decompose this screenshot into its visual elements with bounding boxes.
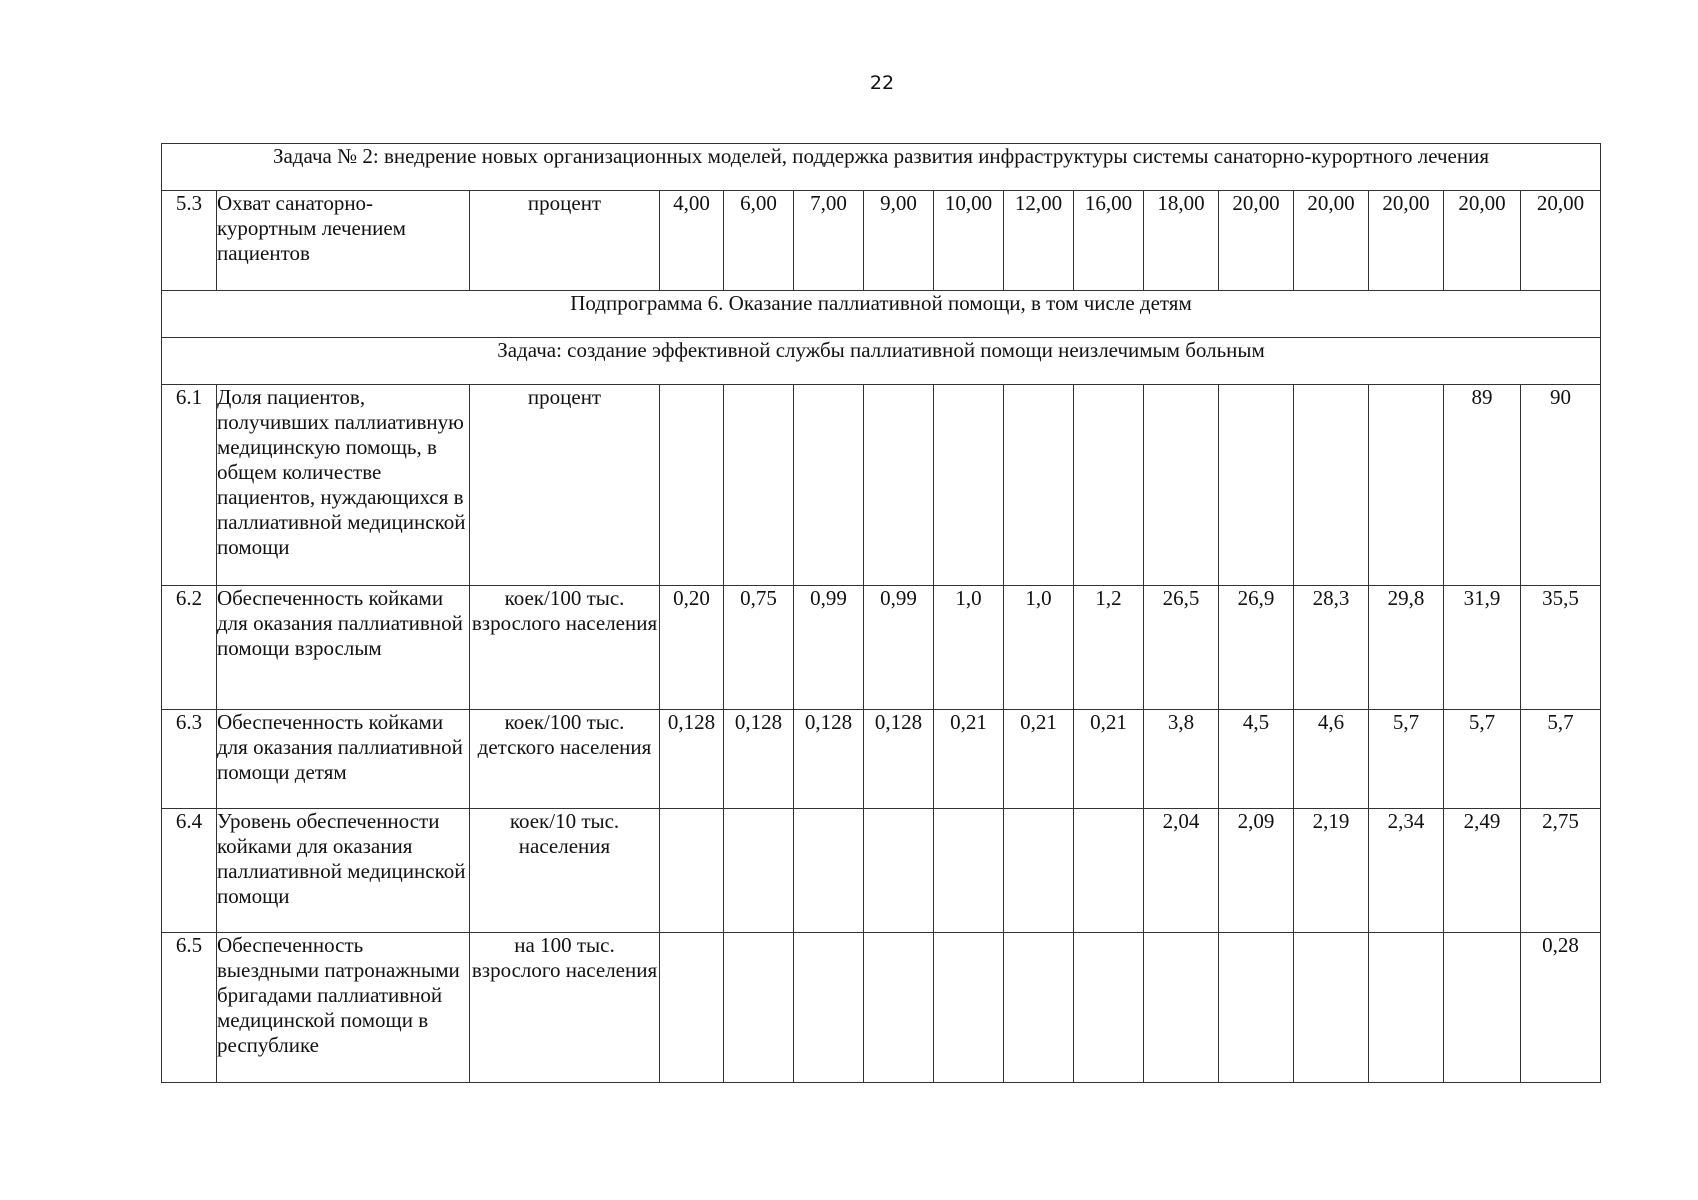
value-cell: 2,34: [1369, 809, 1444, 933]
value-cell: [794, 385, 864, 586]
value-cell: 2,04: [1144, 809, 1219, 933]
value-cell: 0,128: [864, 710, 934, 809]
value-cell: 0,20: [660, 586, 724, 710]
unit-cell: коек/100 тыс. взрослого населения: [470, 586, 660, 710]
value-cell: 0,128: [794, 710, 864, 809]
value-cell: [1074, 385, 1144, 586]
indicator-name: Уровень обеспеченности койками для оказания паллиативной медицинской помощи: [217, 809, 470, 933]
table-row: [162, 191, 1601, 291]
value-cell: [660, 933, 724, 1083]
value-cell: 0,75: [724, 586, 794, 710]
value-cell: [1444, 933, 1521, 1083]
value-cell: 2,09: [1219, 809, 1294, 933]
indicator-name: Обеспеченность выездными патронажными бригадами паллиативной медицинской помощи в республике: [217, 933, 470, 1083]
row-number: 6.5: [162, 933, 217, 1083]
value-cell: [1004, 809, 1074, 933]
value-cell: [934, 809, 1004, 933]
value-cell: 16,00: [1074, 191, 1144, 291]
page-number: 22: [869, 72, 895, 94]
value-cell: 0,21: [1004, 710, 1074, 809]
value-cell: 9,00: [864, 191, 934, 291]
value-cell: 7,00: [794, 191, 864, 291]
value-cell: [1294, 385, 1369, 586]
value-cell: 5,7: [1444, 710, 1521, 809]
value-cell: 18,00: [1144, 191, 1219, 291]
value-cell: 1,0: [1004, 586, 1074, 710]
value-cell: 31,9: [1444, 586, 1521, 710]
section-heading: Задача № 2: внедрение новых организационных моделей, поддержка развития инфраструктуры системы санаторно-курортного лечения: [162, 144, 1601, 191]
value-cell: [794, 809, 864, 933]
table-body: [162, 144, 1601, 1083]
value-cell: 5,7: [1369, 710, 1444, 809]
value-cell: 20,00: [1444, 191, 1521, 291]
value-cell: 2,19: [1294, 809, 1369, 933]
indicator-name: Доля пациентов, получивших паллиативную медицинскую помощь, в общем количестве пациентов, нуждающихся в паллиативной медицинской помощи: [217, 385, 470, 586]
value-cell: 1,2: [1074, 586, 1144, 710]
row-number: 5.3: [162, 191, 217, 291]
value-cell: 89: [1444, 385, 1521, 586]
indicator-name: Обеспеченность койками для оказания паллиативной помощи взрослым: [217, 586, 470, 710]
value-cell: [1219, 385, 1294, 586]
value-cell: 6,00: [724, 191, 794, 291]
value-cell: [794, 933, 864, 1083]
value-cell: 0,128: [660, 710, 724, 809]
value-cell: 2,75: [1521, 809, 1601, 933]
value-cell: 0,99: [794, 586, 864, 710]
value-cell: [724, 809, 794, 933]
value-cell: 0,99: [864, 586, 934, 710]
value-cell: 26,5: [1144, 586, 1219, 710]
value-cell: [1369, 933, 1444, 1083]
value-cell: 5,7: [1521, 710, 1601, 809]
value-cell: [1219, 933, 1294, 1083]
unit-cell: коек/100 тыс. детского населения: [470, 710, 660, 809]
value-cell: 20,00: [1521, 191, 1601, 291]
row-number: 6.1: [162, 385, 217, 586]
row-number: 6.4: [162, 809, 217, 933]
value-cell: [1074, 809, 1144, 933]
value-cell: 0,21: [1074, 710, 1144, 809]
value-cell: 10,00: [934, 191, 1004, 291]
unit-cell: процент: [470, 191, 660, 291]
unit-cell: коек/10 тыс. населения: [470, 809, 660, 933]
value-cell: 20,00: [1369, 191, 1444, 291]
value-cell: [1294, 933, 1369, 1083]
value-cell: [1074, 933, 1144, 1083]
value-cell: [724, 385, 794, 586]
value-cell: [864, 385, 934, 586]
section-row: [162, 338, 1601, 385]
value-cell: [934, 385, 1004, 586]
value-cell: 90: [1521, 385, 1601, 586]
value-cell: 26,9: [1219, 586, 1294, 710]
value-cell: 0,21: [934, 710, 1004, 809]
value-cell: [724, 933, 794, 1083]
value-cell: 29,8: [1369, 586, 1444, 710]
value-cell: [864, 809, 934, 933]
value-cell: 35,5: [1521, 586, 1601, 710]
value-cell: 20,00: [1219, 191, 1294, 291]
value-cell: 1,0: [934, 586, 1004, 710]
value-cell: [660, 385, 724, 586]
value-cell: [660, 809, 724, 933]
value-cell: 4,6: [1294, 710, 1369, 809]
indicator-name: Охват санаторно-курортным лечением пациентов: [217, 191, 470, 291]
table-row: [162, 385, 1601, 586]
table-row: [162, 586, 1601, 710]
value-cell: 20,00: [1294, 191, 1369, 291]
indicators-table: [161, 143, 1601, 1083]
table-row: [162, 933, 1601, 1083]
value-cell: [934, 933, 1004, 1083]
row-number: 6.2: [162, 586, 217, 710]
value-cell: 2,49: [1444, 809, 1521, 933]
section-heading: Задача: создание эффективной службы паллиативной помощи неизлечимым больным: [162, 338, 1601, 385]
value-cell: [1004, 385, 1074, 586]
table-row: [162, 809, 1601, 933]
row-number: 6.3: [162, 710, 217, 809]
value-cell: 12,00: [1004, 191, 1074, 291]
section-heading: Подпрограмма 6. Оказание паллиативной помощи, в том числе детям: [162, 291, 1601, 338]
value-cell: [1144, 933, 1219, 1083]
value-cell: [1144, 385, 1219, 586]
value-cell: [1369, 385, 1444, 586]
indicator-name: Обеспеченность койками для оказания паллиативной помощи детям: [217, 710, 470, 809]
value-cell: 0,28: [1521, 933, 1601, 1083]
value-cell: 3,8: [1144, 710, 1219, 809]
value-cell: 4,5: [1219, 710, 1294, 809]
table-row: [162, 710, 1601, 809]
value-cell: 0,128: [724, 710, 794, 809]
value-cell: [1004, 933, 1074, 1083]
unit-cell: на 100 тыс. взрослого населения: [470, 933, 660, 1083]
section-row: [162, 291, 1601, 338]
value-cell: 4,00: [660, 191, 724, 291]
section-row: [162, 144, 1601, 191]
unit-cell: процент: [470, 385, 660, 586]
value-cell: [864, 933, 934, 1083]
value-cell: 28,3: [1294, 586, 1369, 710]
